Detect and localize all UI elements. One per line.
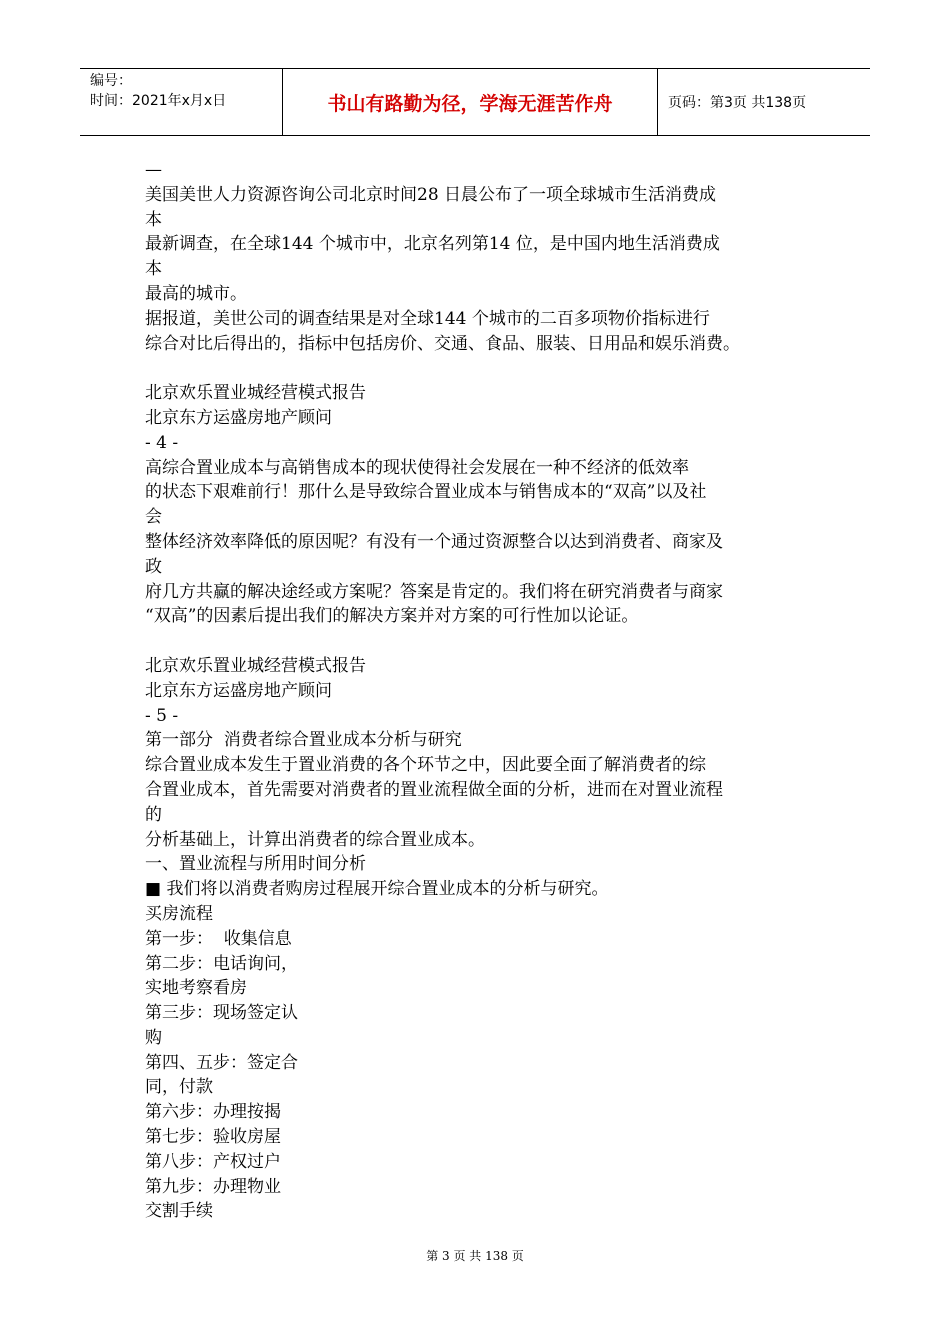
text-line: 综合置业成本发生于置业消费的各个环节之中，因此要全面了解消费者的综 xyxy=(145,755,706,776)
text-line: 分析基础上，计算出消费者的综合置业成本。 xyxy=(145,829,485,850)
text-line: 第七步：验收房屋 xyxy=(145,1127,281,1148)
text-line: 购 xyxy=(145,1027,162,1048)
text-line: 府几方共赢的解决途经或方案呢？答案是肯定的。我们将在研究消费者与商家 xyxy=(145,581,723,602)
text-line: - 5 - xyxy=(145,705,179,726)
text-line: 实地考察看房 xyxy=(145,978,247,999)
document-date: 时间：2021年x月x日 xyxy=(90,93,227,109)
page-footer: 第 3 页 共 138 页 xyxy=(426,1249,524,1263)
text-line: 最高的城市。 xyxy=(145,283,247,304)
text-line xyxy=(145,629,810,654)
header-page-info: 页码：第3页 共138页 xyxy=(668,95,807,111)
text-line: 第九步：办理物业 xyxy=(145,1176,281,1197)
text-line: 美国美世人力资源咨询公司北京时间28 日晨公布了一项全球城市生活消费成 xyxy=(145,184,717,205)
text-line: - 4 - xyxy=(145,432,179,453)
text-line: ■ 我们将以消费者购房过程展开综合置业成本的分析与研究。 xyxy=(145,879,609,900)
text-line: 北京东方运盛房地产顾问 xyxy=(145,407,332,428)
text-line: 第三步：现场签定认 xyxy=(145,1003,298,1024)
text-line: 第四、五步：签定合 xyxy=(145,1052,298,1073)
text-line: 合置业成本，首先需要对消费者的置业流程做全面的分析，进而在对置业流程 xyxy=(145,779,723,800)
text-line: 的状态下艰难前行！那什么是导致综合置业成本与销售成本的“双高”以及社 xyxy=(145,482,707,503)
text-line: 第一步： 收集信息 xyxy=(145,928,292,949)
text-line: 综合对比后得出的，指标中包括房价、交通、食品、服装、日用品和娱乐消费。 xyxy=(145,333,740,354)
header-meta xyxy=(80,69,282,135)
text-line: 第八步：产权过户 xyxy=(145,1151,281,1172)
text-line: 的 xyxy=(145,804,162,825)
page-header xyxy=(80,68,870,136)
text-line: 买房流程 xyxy=(145,903,213,924)
header-motto: 书山有路勤为径，学海无涯苦作舟 xyxy=(282,69,658,135)
text-line: 北京欢乐置业城经营模式报告 xyxy=(145,383,366,404)
text-line: — xyxy=(145,160,162,180)
text-line: 本 xyxy=(145,209,162,230)
text-line: 一、置业流程与所用时间分析 xyxy=(145,854,366,875)
text-line: “双高”的因素后提出我们的解决方案并对方案的可行性加以论证。 xyxy=(145,606,639,627)
text-line: 同，付款 xyxy=(145,1077,213,1098)
text-line: 政 xyxy=(145,556,162,577)
text-line: 交割手续 xyxy=(145,1201,213,1222)
text-line: 最新调查，在全球144 个城市中，北京名列第14 位，是中国内地生活消费成 xyxy=(145,234,720,255)
text-line: 第二步：电话询问， xyxy=(145,953,298,974)
text-line: 整体经济效率降低的原因呢？有没有一个通过资源整合以达到消费者、商家及 xyxy=(145,531,723,552)
text-line: 第六步：办理按揭 xyxy=(145,1102,281,1123)
text-line: 高综合置业成本与高销售成本的现状使得社会发展在一种不经济的低效率 xyxy=(145,457,689,478)
text-line: 北京东方运盛房地产顾问 xyxy=(145,680,332,701)
document-number-label: 编号： xyxy=(90,73,132,89)
text-line: 北京欢乐置业城经营模式报告 xyxy=(145,655,366,676)
text-line: 本 xyxy=(145,259,162,280)
text-line xyxy=(145,356,810,381)
text-line: 第一部分 消费者综合置业成本分析与研究 xyxy=(145,730,462,751)
document-body xyxy=(145,158,810,1224)
text-line: 会 xyxy=(145,507,162,528)
text-line: 据报道，美世公司的调查结果是对全球144 个城市的二百多项物价指标进行 xyxy=(145,308,710,329)
